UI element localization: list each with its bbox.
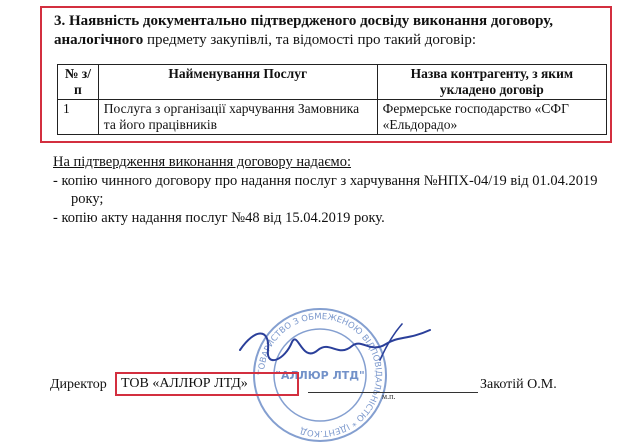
services-table	[57, 64, 607, 135]
organization-name-highlight	[115, 372, 299, 396]
section-heading	[54, 12, 606, 50]
column-header-number: № з/п	[58, 65, 99, 100]
cell-counterparty: Фермерське господарство «СФГ «Ельдорадо»	[377, 100, 606, 135]
stamp-place-label: м.п.	[382, 392, 396, 401]
table-header-row	[58, 65, 607, 100]
column-header-service: Найменування Послуг	[98, 65, 377, 100]
stamp-ring-text: ТОВАРИСТВО З ОБМЕЖЕНОЮ ВІДПОВІДАЛ НІСТЮ * ІДЕНТ.КОД	[256, 311, 384, 439]
confirmation-item-1-continuation: року;	[71, 191, 104, 207]
cell-number: 1	[58, 100, 99, 135]
cell-service: Послуга з організації харчування Замовника та його працівників	[98, 100, 377, 135]
organization-name: ТОВ «АЛЛЮР ЛТД»	[121, 376, 248, 391]
handwritten-signature	[230, 320, 440, 380]
column-header-counterparty: Назва контрагенту, з яким укладено договір	[377, 65, 606, 100]
section-heading-rest: предмету закупівлі, та відомості про такий договір:	[143, 32, 477, 48]
signature-row	[50, 375, 610, 399]
confirmation-block	[53, 153, 613, 227]
confirmation-intro: На підтвердження виконання договору надаємо:	[53, 154, 352, 170]
table-row	[58, 100, 607, 135]
confirmation-item-2: - копію акту надання послуг №48 від 15.04.2019 року.	[53, 209, 385, 226]
section-heading-bold2: аналогічного	[54, 32, 144, 48]
stamp-center-text: "АЛЛЮР ЛТД"	[275, 369, 365, 382]
confirmation-item-1: - копію чинного договору про надання послуг з харчування №НПХ-04/19 від 01.04.2019	[53, 172, 598, 189]
director-label: Директор	[50, 377, 107, 392]
section-heading-bold: 3. Наявність документально підтвердженого досвіду виконання договору,	[54, 13, 553, 29]
signer-name: Закотій О.М.	[480, 377, 557, 392]
